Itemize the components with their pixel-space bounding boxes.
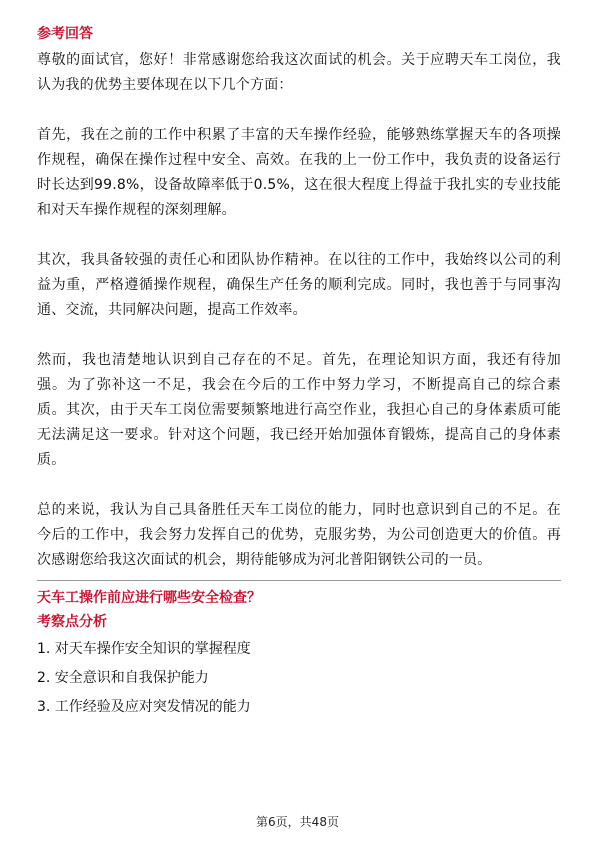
answer-paragraph: 然而，我也清楚地认识到自己存在的不足。首先，在理论知识方面，我还有待加强。为了弥补这一不足，我会在今后的工作中努力学习，不断提高自己的综合素质。其次，由于天车工岗位需要频繁地进行高空作业，我担心自己的身体素质可能无法满足这一要求。针对这个问题，我已经开始加强体育锻炼，提高自己的身体素质。 [37,352,561,468]
answer-paragraph: 首先，我在之前的工作中积累了丰富的天车操作经验，能够熟练掌握天车的各项操作规程，确保在操作过程中安全、高效。在我的上一份工作中，我负责的设备运行时长达到99.8%，设备故障率低于0.5%，这在很大程度上得益于我扎实的专业技能和对天车操作规程的深刻理解。 [37,127,561,218]
answer-paragraph: 其次，我具备较强的责任心和团队协作精神。在以往的工作中，我始终以公司的利益为重，严格遵循操作规程，确保生产任务的顺利完成。同时，我也善于与同事沟通、交流，共同解决问题，提高工作效率。 [37,252,561,318]
analysis-heading: 考察点分析 [37,614,107,630]
answer-paragraph: 总的来说，我认为自己具备胜任天车工岗位的能力，同时也意识到自己的不足。在今后的工作中，我会努力发挥自己的优势，克服劣势，为公司创造更大的价值。再次感谢您给我这次面试的机会，期待能够成为河北普阳钢铁公司的一员。 [37,502,561,568]
list-item: 3. 工作经验及应对突发情况的能力 [37,699,251,715]
analysis-list [37,635,561,722]
question-title: 天车工操作前应进行哪些安全检查？ [37,590,261,606]
document-page [37,24,561,722]
section-divider [37,580,561,581]
page-number: 第6页，共48页 [256,815,339,829]
answer-paragraph: 尊敬的面试官，您好！非常感谢您给我这次面试的机会。关于应聘天车工岗位，我认为我的优势主要体现在以下几个方面： [37,52,561,93]
answer-heading: 参考回答 [37,26,93,42]
list-item: 1. 对天车操作安全知识的掌握程度 [37,641,251,657]
list-item: 2. 安全意识和自我保护能力 [37,670,209,686]
